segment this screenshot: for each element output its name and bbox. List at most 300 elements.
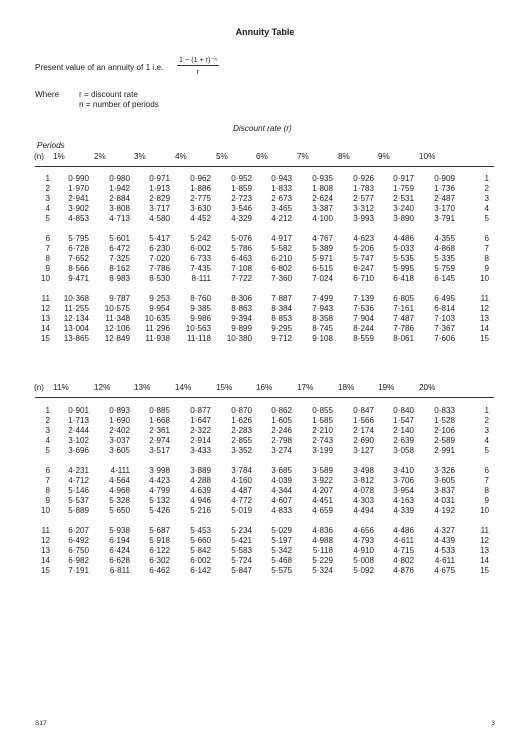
table-cell: 1·528 xyxy=(434,416,455,426)
table-cell: 11·348 xyxy=(105,313,130,323)
table-cell: 5·650 xyxy=(109,506,130,516)
table-cell: 4·486 xyxy=(393,233,414,243)
table-cell: 4·715 xyxy=(393,545,414,555)
footer-right: 3 xyxy=(491,720,495,727)
table-cell: 3·498 xyxy=(353,465,374,475)
table-cell: 4·111 xyxy=(110,465,130,475)
table-cell: 4·836 xyxy=(312,525,333,535)
rate-column-header: 11% xyxy=(53,383,69,392)
table-cell: 5·033 xyxy=(393,243,414,253)
table-cell: 4·853 xyxy=(68,214,89,224)
table-cell: 7·606 xyxy=(434,334,455,343)
table-cell: 6·002 xyxy=(190,555,211,565)
table-cell: 6·472 xyxy=(109,243,130,253)
table-cell: 0·952 xyxy=(231,174,252,183)
table-cell: 5·324 xyxy=(312,566,333,575)
table-cell: 5·938 xyxy=(109,525,130,535)
table-cell: 5·724 xyxy=(231,555,252,565)
table-cell: 4·917 xyxy=(271,233,292,243)
table-cell: 1·647 xyxy=(190,416,211,426)
table-cell: 7·103 xyxy=(434,313,455,323)
table-cell: 5·918 xyxy=(149,535,170,545)
table-cell: 5·995 xyxy=(393,264,414,274)
table-cell: 7·487 xyxy=(393,313,414,323)
table-cell: 3·240 xyxy=(393,204,414,214)
table-cell: 5·417 xyxy=(149,233,170,243)
table-cell: 7·367 xyxy=(434,323,455,333)
table-cell: 4·487 xyxy=(231,486,252,495)
period-column-header: (n) xyxy=(34,152,45,161)
table-cell: 5·453 xyxy=(190,525,211,535)
table-cell: 4·100 xyxy=(312,214,333,224)
table-cell: 1·585 xyxy=(312,416,333,426)
period-number-right: 10 xyxy=(479,506,489,516)
period-column-header: (n) xyxy=(34,383,45,392)
table-cell: 9·394 xyxy=(231,313,252,323)
table-cell: 5·582 xyxy=(271,243,292,253)
period-number-right: 14 xyxy=(479,555,489,565)
table-cell: 1·759 xyxy=(393,184,414,194)
table-cell: 0·917 xyxy=(393,174,414,183)
table-cell: 5·342 xyxy=(271,545,292,555)
period-number: 2 xyxy=(45,416,50,426)
table-cell: 11·296 xyxy=(145,323,170,333)
rate-column-header: 2% xyxy=(94,152,106,161)
table-cell: 3·922 xyxy=(312,475,333,485)
table-cell: 5·759 xyxy=(434,264,455,274)
table-cell: 9·385 xyxy=(190,303,211,313)
table-cell: 5·575 xyxy=(271,566,292,575)
period-number: 6 xyxy=(45,233,50,243)
table-cell: 7·722 xyxy=(231,274,252,284)
table-cell: 3·274 xyxy=(271,446,292,456)
rate-column-header: 13% xyxy=(134,383,151,392)
table-cell: 12·849 xyxy=(104,334,130,343)
table-cell: 5·118 xyxy=(312,545,333,555)
table-cell: 6·805 xyxy=(393,293,414,303)
table-cell: 3·312 xyxy=(353,204,374,214)
table-cell: 2·577 xyxy=(353,194,374,204)
table-cell: 4·876 xyxy=(393,566,414,575)
table-cell: 3·037 xyxy=(109,436,130,446)
period-number-right: 7 xyxy=(484,243,489,253)
table-cell: 3·890 xyxy=(393,214,414,224)
table-cell: 2·798 xyxy=(271,436,292,446)
table-cell: 0·935 xyxy=(312,174,333,183)
period-number: 1 xyxy=(45,174,50,183)
table-cell: 2·723 xyxy=(231,194,252,204)
table-cell: 9·295 xyxy=(271,323,292,333)
table-cell: 0·855 xyxy=(312,406,333,415)
table-cell: 9·986 xyxy=(190,313,211,323)
period-number-right: 5 xyxy=(484,446,489,456)
rate-column-header: 10% xyxy=(419,152,436,161)
table-cell: 1·566 xyxy=(353,416,374,426)
table-cell: 1·605 xyxy=(271,416,292,426)
rate-column-header: 20% xyxy=(419,383,436,392)
table-cell: 1·886 xyxy=(190,184,211,194)
table-cell: 3·791 xyxy=(434,214,455,224)
table-cell: 4·611 xyxy=(393,535,414,545)
table-cell: 5·206 xyxy=(353,243,374,253)
table-cell: 4·607 xyxy=(271,496,292,506)
table-cell: 2·639 xyxy=(393,436,414,446)
table-cell: 7·191 xyxy=(68,566,89,575)
table-cell: 5·842 xyxy=(190,545,211,555)
table-cell: 6·710 xyxy=(353,274,374,284)
table-cell: 5·029 xyxy=(271,525,292,535)
table-cell: 4·946 xyxy=(190,496,211,506)
table-cell: 4·659 xyxy=(312,506,333,516)
table-cell: 4·533 xyxy=(434,545,455,555)
table-cell: 4·639 xyxy=(190,486,211,495)
table-cell: 4·767 xyxy=(312,233,333,243)
table-cell: 3·102 xyxy=(68,436,89,446)
period-number-right: 2 xyxy=(484,416,489,426)
table-cell: 7·786 xyxy=(149,264,170,274)
table-cell: 4·611 xyxy=(434,555,455,565)
table-cell: 4·793 xyxy=(353,535,374,545)
period-number: 11 xyxy=(41,293,50,303)
table-cell: 6·142 xyxy=(190,566,211,575)
table-cell: 2·855 xyxy=(231,436,252,446)
period-number-right: 15 xyxy=(479,566,489,575)
table-cell: 3·605 xyxy=(434,475,455,485)
header-rule xyxy=(35,166,494,167)
period-number-right: 8 xyxy=(484,486,489,495)
period-number-right: 9 xyxy=(484,496,489,506)
table-cell: 8·384 xyxy=(271,303,292,313)
table-cell: 3·517 xyxy=(149,446,170,456)
table-cell: 8·111 xyxy=(191,274,211,284)
table-cell: 0·877 xyxy=(190,406,211,415)
table-cell: 6·418 xyxy=(393,274,414,284)
table-cell: 0·893 xyxy=(109,406,130,415)
table-cell: 4·452 xyxy=(190,214,211,224)
period-number-right: 10 xyxy=(479,274,489,284)
period-number: 14 xyxy=(40,323,50,333)
table-cell: 4·564 xyxy=(109,475,130,485)
period-number-right: 4 xyxy=(484,436,489,446)
table-cell: 5·421 xyxy=(231,535,252,545)
table-cell: 0·847 xyxy=(353,406,374,415)
table-cell: 2·140 xyxy=(393,426,414,436)
table-cell: 8·306 xyxy=(231,293,252,303)
period-number: 1 xyxy=(45,406,50,415)
table-cell: 11·938 xyxy=(145,334,170,343)
table-cell: 7·499 xyxy=(312,293,333,303)
table-cell: 1·859 xyxy=(231,184,252,194)
table-cell: 3·837 xyxy=(434,486,455,495)
table-cell: 5·132 xyxy=(149,496,170,506)
table-cell: 7·161 xyxy=(393,303,414,313)
rate-column-header: 14% xyxy=(175,383,192,392)
table-cell: 4·423 xyxy=(149,475,170,485)
table-cell: 4·451 xyxy=(312,496,333,506)
table-cell: 10·575 xyxy=(104,303,130,313)
table-cell: 4·031 xyxy=(434,496,455,506)
table-cell: 5·092 xyxy=(353,566,374,575)
table-cell: 4·327 xyxy=(434,525,455,535)
rate-column-header: 5% xyxy=(216,152,228,161)
table-cell: 8·162 xyxy=(109,264,130,274)
rate-column-header: 7% xyxy=(297,152,309,161)
table-cell: 2·210 xyxy=(312,426,333,436)
table-cell: 7·887 xyxy=(271,293,292,303)
table-cell: 3·465 xyxy=(271,204,292,214)
table-cell: 10·368 xyxy=(63,293,89,303)
table-cell: 1·970 xyxy=(68,184,89,194)
table-cell: 3·058 xyxy=(393,446,414,456)
table-cell: 2·829 xyxy=(149,194,170,204)
table-cell: 6·194 xyxy=(109,535,130,545)
table-cell: 4·799 xyxy=(149,486,170,495)
period-number: 12 xyxy=(40,535,50,545)
table-cell: 3·808 xyxy=(109,204,130,214)
table-cell: 8·983 xyxy=(109,274,130,284)
table-cell: 4·802 xyxy=(393,555,414,565)
period-number-right: 6 xyxy=(484,465,489,475)
table-cell: 0·909 xyxy=(434,174,455,183)
table-cell: 0·962 xyxy=(190,174,211,183)
table-cell: 7·904 xyxy=(353,313,374,323)
period-number-right: 12 xyxy=(479,303,489,313)
period-number-right: 2 xyxy=(484,184,489,194)
table-cell: 9·712 xyxy=(271,334,292,343)
period-number: 8 xyxy=(45,254,50,263)
period-number-right: 9 xyxy=(484,264,489,274)
table-cell: 0·833 xyxy=(434,406,455,415)
rate-column-header: 12% xyxy=(94,383,111,392)
period-number: 7 xyxy=(45,475,50,485)
period-number: 11 xyxy=(41,525,50,535)
period-number: 9 xyxy=(45,496,50,506)
table-cell: 5·687 xyxy=(149,525,170,535)
table-cell: 9·253 xyxy=(149,293,170,303)
period-number: 8 xyxy=(45,486,50,495)
table-cell: 2·690 xyxy=(353,436,374,446)
table-cell: 5·389 xyxy=(312,243,333,253)
table-cell: 1·547 xyxy=(393,416,414,426)
table-cell: 1·626 xyxy=(231,416,252,426)
period-number: 13 xyxy=(40,313,50,323)
table-cell: 11·118 xyxy=(187,334,211,343)
table-cell: 6·247 xyxy=(353,264,374,274)
table-cell: 5·601 xyxy=(109,233,130,243)
table-cell: 6·811 xyxy=(109,566,130,575)
table-cell: 4·163 xyxy=(393,496,414,506)
table-cell: 3·352 xyxy=(231,446,252,456)
table-cell: 4·329 xyxy=(231,214,252,224)
period-number-right: 14 xyxy=(479,323,489,333)
table-cell: 3·954 xyxy=(393,486,414,495)
table-cell: 10·380 xyxy=(226,334,252,343)
table-cell: 4·988 xyxy=(312,535,333,545)
table-cell: 4·486 xyxy=(393,525,414,535)
table-cell: 5·468 xyxy=(271,555,292,565)
table-cell: 1·783 xyxy=(353,184,374,194)
period-number-right: 11 xyxy=(480,525,489,535)
table-cell: 8·760 xyxy=(190,293,211,303)
table-cell: 0·926 xyxy=(353,174,374,183)
table-cell: 6·122 xyxy=(149,545,170,555)
table-cell: 0·980 xyxy=(109,174,130,183)
pv-label: Present value of an annuity of 1 i.e. xyxy=(35,63,164,72)
table-cell: 8·853 xyxy=(271,313,292,323)
table-cell: 1·942 xyxy=(109,184,130,194)
table-cell: 6·002 xyxy=(190,243,211,253)
table-cell: 6·463 xyxy=(231,254,252,263)
table-cell: 9·899 xyxy=(231,323,252,333)
rate-column-header: 3% xyxy=(134,152,146,161)
table-cell: 2·487 xyxy=(434,194,455,204)
table-cell: 2·775 xyxy=(190,194,211,204)
table-cell: 3·784 xyxy=(231,465,252,475)
table-cell: 8·244 xyxy=(353,323,374,333)
table-cell: 4·439 xyxy=(434,535,455,545)
table-cell: 9·471 xyxy=(68,274,89,284)
period-number-right: 12 xyxy=(479,535,489,545)
table-cell: 3·433 xyxy=(190,446,211,456)
table-cell: 5·197 xyxy=(271,535,292,545)
table-cell: 5·216 xyxy=(190,506,211,516)
period-number-right: 1 xyxy=(484,174,489,183)
period-number-right: 4 xyxy=(484,204,489,214)
period-number: 10 xyxy=(40,506,50,516)
table-cell: 2·174 xyxy=(353,426,374,436)
table-cell: 5·889 xyxy=(68,506,89,516)
table-cell: 5·234 xyxy=(231,525,252,535)
table-cell: 3·696 xyxy=(68,446,89,456)
table-cell: 6·492 xyxy=(68,535,89,545)
table-cell: 2·673 xyxy=(271,194,292,204)
table-cell: 7·943 xyxy=(312,303,333,313)
table-cell: 5·146 xyxy=(68,486,89,495)
table-cell: 2·246 xyxy=(271,426,292,436)
table-cell: 2·322 xyxy=(190,426,211,436)
table-cell: 5·847 xyxy=(231,566,252,575)
table-cell: 7·435 xyxy=(190,264,211,274)
table-cell: 3·889 xyxy=(190,465,211,475)
table-cell: 4·910 xyxy=(353,545,374,555)
table-cell: 6·750 xyxy=(68,545,89,555)
table-cell: 4·494 xyxy=(353,506,374,516)
table-cell: 6·462 xyxy=(149,566,170,575)
rate-column-header: 1% xyxy=(53,152,65,161)
table-cell: 5·786 xyxy=(231,243,252,253)
table-cell: 9·787 xyxy=(109,293,130,303)
table-cell: 0·971 xyxy=(149,174,170,183)
table-cell: 6·230 xyxy=(149,243,170,253)
table-cell: 6·495 xyxy=(434,293,455,303)
formula-numerator: 1 − (1 + r)⁻ⁿ xyxy=(179,55,217,64)
table-cell: 5·537 xyxy=(68,496,89,506)
rate-column-header: 17% xyxy=(297,383,314,392)
period-number-right: 13 xyxy=(479,545,489,555)
table-cell: 5·229 xyxy=(312,555,333,565)
table-cell: 1·833 xyxy=(271,184,292,194)
table-cell: 3·387 xyxy=(312,204,333,214)
table-cell: 8·358 xyxy=(312,313,333,323)
table-cell: 0·870 xyxy=(231,406,252,415)
table-cell: 7·139 xyxy=(353,293,374,303)
table-cell: 7·652 xyxy=(68,254,89,263)
table-cell: 4·078 xyxy=(353,486,374,495)
table-cell: 6·814 xyxy=(434,303,455,313)
table-cell: 4·675 xyxy=(434,566,455,575)
table-cell: 4·212 xyxy=(271,214,292,224)
table-cell: 3·199 xyxy=(312,446,333,456)
table-cell: 3·706 xyxy=(393,475,414,485)
table-cell: 12·106 xyxy=(104,323,130,333)
table-cell: 2·589 xyxy=(434,436,455,446)
rate-caption: Discount rate (r) xyxy=(233,124,292,133)
table-cell: 2·106 xyxy=(434,426,455,436)
formula xyxy=(169,55,227,76)
table-cell: 3·326 xyxy=(434,465,455,475)
period-number-right: 6 xyxy=(484,233,489,243)
rate-column-header: 8% xyxy=(338,152,350,161)
table-cell: 3·812 xyxy=(353,475,374,485)
table-cell: 3·170 xyxy=(434,204,455,214)
table-cell: 4·288 xyxy=(190,475,211,485)
table-cell: 4·968 xyxy=(109,486,130,495)
table-cell: 0·901 xyxy=(68,406,89,415)
table-cell: 8·530 xyxy=(149,274,170,284)
rate-column-header: 15% xyxy=(216,383,233,392)
table-cell: 8·745 xyxy=(312,323,333,333)
period-number-right: 3 xyxy=(484,426,489,436)
table-cell: 8·061 xyxy=(393,334,414,343)
table-cell: 1·736 xyxy=(434,184,455,194)
table-cell: 4·339 xyxy=(393,506,414,516)
table-cell: 7·360 xyxy=(271,274,292,284)
table-cell: 8·559 xyxy=(353,334,374,343)
table-cell: 5·242 xyxy=(190,233,211,243)
table-cell: 2·941 xyxy=(68,194,89,204)
period-number: 7 xyxy=(45,243,50,253)
table-cell: 7·020 xyxy=(149,254,170,263)
table-cell: 4·772 xyxy=(231,496,252,506)
table-cell: 6·145 xyxy=(434,274,455,284)
table-cell: 2·884 xyxy=(109,194,130,204)
period-number: 5 xyxy=(45,214,50,224)
table-cell: 4·231 xyxy=(68,465,89,475)
period-number: 2 xyxy=(45,184,50,194)
table-cell: 2·283 xyxy=(231,426,252,436)
table-cell: 4·160 xyxy=(231,475,252,485)
table-cell: 5·660 xyxy=(190,535,211,545)
table-cell: 1·913 xyxy=(149,184,170,194)
table-cell: 2·361 xyxy=(149,426,170,436)
period-number: 13 xyxy=(40,545,50,555)
table-cell: 3·998 xyxy=(149,465,170,475)
table-cell: 4·344 xyxy=(271,486,292,495)
period-number: 12 xyxy=(40,303,50,313)
table-cell: 7·024 xyxy=(312,274,333,284)
table-cell: 4·039 xyxy=(271,475,292,485)
table-cell: 9·108 xyxy=(312,334,333,343)
table-cell: 4·580 xyxy=(149,214,170,224)
period-number-right: 11 xyxy=(480,293,489,303)
table-cell: 7·108 xyxy=(231,264,252,274)
rate-column-header: 9% xyxy=(378,152,390,161)
header-rule xyxy=(35,397,494,398)
table-cell: 6·733 xyxy=(190,254,211,263)
table-cell: 1·713 xyxy=(68,416,89,426)
table-cell: 3·630 xyxy=(190,204,211,214)
table-cell: 6·802 xyxy=(271,264,292,274)
